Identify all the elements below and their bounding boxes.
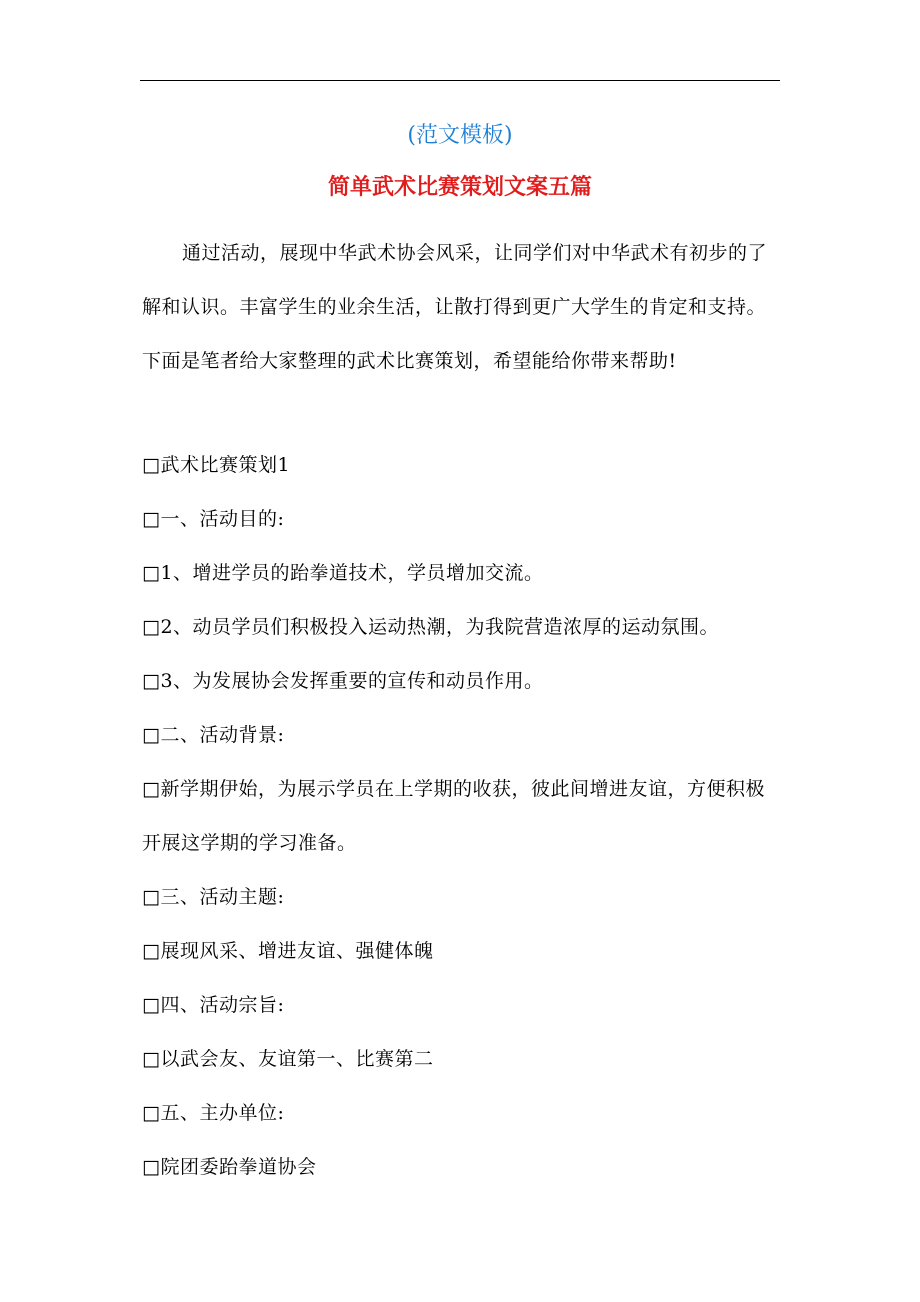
content-lines (142, 438, 782, 1194)
list-item: □2、动员学员们积极投入运动热潮，为我院营造浓厚的运动氛围。 (142, 616, 720, 638)
section-heading-organizer: □五、主办单位: (142, 1102, 285, 1124)
background-paragraph: □新学期伊始，为展示学员在上学期的收获，彼此间增进友谊，方便积极开展这学期的学习准备。 (142, 778, 765, 854)
list-item: □3、为发展协会发挥重要的宣传和动员作用。 (142, 670, 544, 692)
section-heading-purpose: □一、活动目的: (142, 508, 285, 530)
section-heading-tenet: □四、活动宗旨: (142, 994, 285, 1016)
section-heading-theme: □三、活动主题: (142, 886, 285, 908)
organizer-text: □院团委跆拳道协会 (142, 1156, 317, 1178)
list-item: □1、增进学员的跆拳道技术，学员增加交流。 (142, 562, 544, 584)
theme-text: □展现风采、增进友谊、强健体魄 (142, 940, 434, 962)
document-title: 简单武术比赛策划文案五篇 (327, 175, 592, 200)
intro-paragraph: 通过活动，展现中华武术协会风采，让同学们对中华武术有初步的了解和认识。丰富学生的业余生活，让散打得到更广大学生的肯定和支持。下面是笔者给大家整理的武术比赛策划，希望能给你带来帮助! (142, 242, 768, 372)
template-tag: (范文模板) (407, 123, 513, 148)
tenet-text: □以武会友、友谊第一、比赛第二 (142, 1048, 434, 1070)
section-heading-plan-1: □武术比赛策划1 (142, 454, 291, 476)
section-heading-background: □二、活动背景: (142, 724, 285, 746)
header-divider (140, 80, 780, 81)
